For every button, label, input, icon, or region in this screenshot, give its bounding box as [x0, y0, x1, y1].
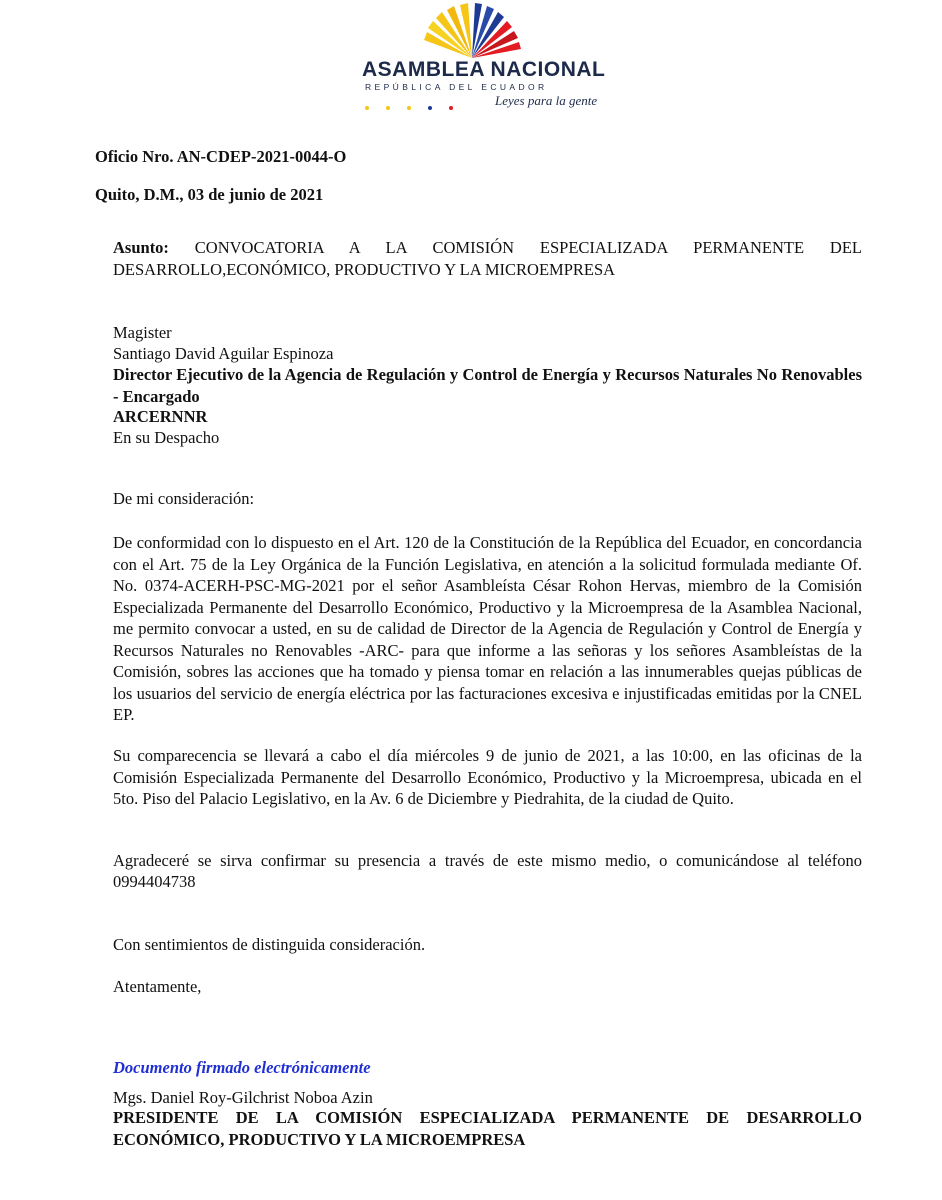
body-paragraph-2: Su comparecencia se llevará a cabo el día miércoles 9 de junio de 2021, a las 10:00, en las oficinas de la Comisión Especializada Permanente del Desarrollo Económico, Productivo y la Microempresa, ubicada en el 5to. Piso del Palacio Legislativo, en la Av. 6 de Diciembre y Piedrahita, de la ciudad de Quito. — [113, 746, 862, 808]
phone-number: 0994404738 — [113, 872, 196, 891]
closing-line: Con sentimientos de distinguida consideración. — [113, 935, 426, 954]
atentamente: Atentamente, — [113, 977, 202, 996]
body-paragraph-3-line1: Agradeceré se sirva confirmar su presencia a través de este mismo medio, o comunicándose al teléfono — [113, 851, 862, 870]
logo-tagline: Leyes para la gente — [495, 93, 598, 108]
document-date: Quito, D.M., 03 de junio de 2021 — [95, 185, 324, 204]
recipient-position: Director Ejecutivo de la Agencia de Regulación y Control de Energía y Recursos Naturales No Renovables - Encargado — [113, 365, 862, 406]
logo-name: ASAMBLEA NACIONAL — [362, 58, 606, 81]
asamblea-nacional-logo — [355, 0, 605, 120]
asunto-block — [113, 237, 862, 280]
recipient-title: Magister — [113, 323, 172, 342]
signer-name: Mgs. Daniel Roy-Gilchrist Noboa Azin — [113, 1088, 373, 1107]
oficio-number: Oficio Nro. AN-CDEP-2021-0044-O — [95, 147, 347, 166]
logo-subtitle: REPÚBLICA DEL ECUADOR — [365, 82, 548, 92]
asunto-text: CONVOCATORIA A LA COMISIÓN ESPECIALIZADA PERMANENTE DEL DESARROLLO,ECONÓMICO, PRODUCTIVO Y LA MICROEMPRESA — [113, 238, 863, 279]
recipient-name: Santiago David Aguilar Espinoza — [113, 344, 334, 363]
signer-title: PRESIDENTE DE LA COMISIÓN ESPECIALIZADA PERMANENTE DE DESARROLLO ECONÓMICO, PRODUCTIVO Y LA MICROEMPRESA — [113, 1108, 862, 1149]
recipient-agency: ARCERNNR — [113, 407, 208, 426]
logo-dots — [365, 97, 470, 115]
greeting: De mi consideración: — [113, 489, 255, 508]
asunto-label: Asunto: — [113, 238, 169, 257]
body-paragraph-1: De conformidad con lo dispuesto en el Art. 120 de la Constitución de la República del Ecuador, en concordancia con el Art. 75 de la Ley Orgánica de la Función Legislativa, en atención a la solicitud formulada mediante Of. No. 0374-ACERH-PSC-MG-2021 por el señor Asambleísta César Rohon Hervas, miembro de la Comisión Especializada Permanente del Desarrollo Económico, Productivo y la Microempresa de la Asamblea Nacional, me permito convocar a usted, en su de calidad de Director de la Agencia de Regulación y Control de Energía y Recursos Naturales no Renovables -ARC- para que informe a las señoras y los señores Asambleístas de la Comisión, sobres las acciones que ha tomado y piensa tomar en relación a las innumerables quejas públicas de los usuarios del servicio de energía eléctrica por las facturaciones excesiva e injustificadas emitidas por la CNEL EP. — [113, 533, 862, 724]
sunburst-emblem-icon — [417, 2, 527, 62]
electronic-signature-note: Documento firmado electrónicamente — [113, 1058, 371, 1077]
recipient-location: En su Despacho — [113, 428, 220, 447]
